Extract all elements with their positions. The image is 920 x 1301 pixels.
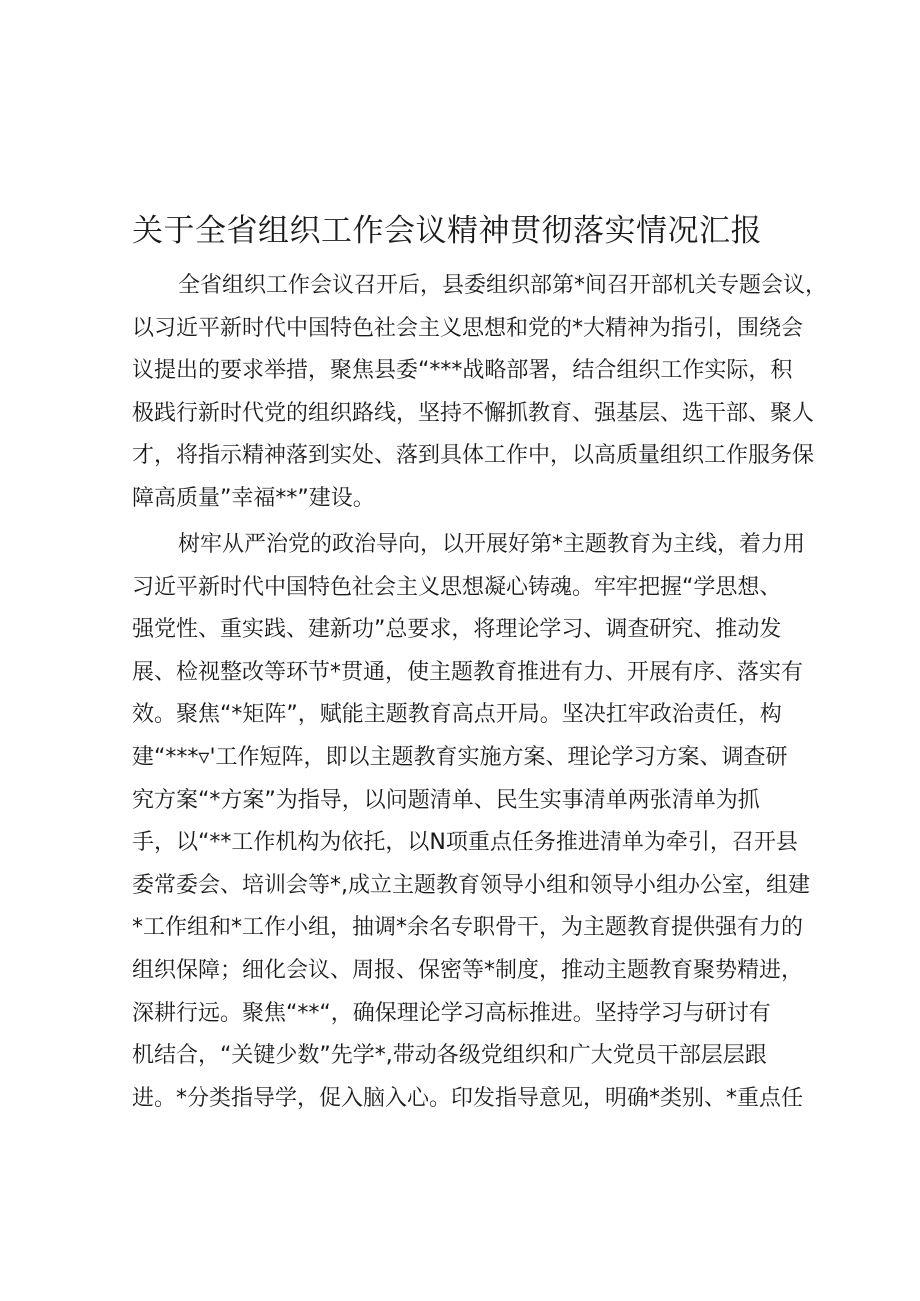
paragraph-line: 委常委会、培训会等*,成立主题教育领导小组和领导小组办公室，组建 [132,872,810,898]
paragraph-line: 组织保障；细化会议、周报、保密等*制度，推动主题教育聚势精进， [132,957,804,983]
paragraph-line: *工作组和*工作小组，抽调*余名专职骨干，为主题教育提供强有力的 [132,915,804,941]
paragraph-line: 才，将指示精神落到实处、落到具体工作中，以高质量组织工作服务保 [132,443,815,469]
paragraph-line: 树牢从严治党的政治导向，以开展好第*主题教育为主线，着力用 [178,532,806,557]
paragraph-line: 机结合，“关键少数”先学*,带动各级党组织和广大党员干部层层跟 [132,1043,767,1069]
paragraph-line: 强党性、重实践、建新功”总要求，将理论学习、调查研究、推动发 [132,617,782,643]
paragraph-line: 障高质量”幸福**”建设。 [132,485,375,511]
document-title: 关于全省组织工作会议精神贯彻落实情况汇报 [132,213,762,249]
paragraph-line: 手，以“**工作机构为依托，以N项重点任务推进清单为牵引，召开县 [132,830,798,856]
paragraph-line: 效。聚焦“*矩阵”，赋能主题教育高点开局。坚决扛牢政治责任，构 [132,702,782,728]
paragraph-line: 极践行新时代党的组织路线，坚持不懈抓教育、强基层、选干部、聚人 [132,400,815,426]
paragraph-line: 展、检视整改等环节*贯通，使主题教育推进有力、开展有序、落实有 [132,659,804,685]
paragraph-line: 进。*分类指导学，促入脑入心。印发指导意见，明确*类别、*重点任 [132,1085,804,1111]
paragraph-2 [132,524,822,1120]
paragraph-line: 议提出的要求举措，聚焦县委“***战略部署，结合组织工作实际，积 [132,358,793,384]
paragraph-line: 建“***▿'工作短阵，即以主题教育实施方案、理论学习方案、调查研 [132,744,788,770]
paragraph-line: 以习近平新时代中国特色社会主义思想和党的*大精神为指引，围绕会 [132,315,804,341]
paragraph-line: 全省组织工作会议召开后，县委组织部第*间召开部机关专题会议， [178,273,828,298]
paragraph-line: 习近平新时代中国特色社会主义思想凝心铸魂。牢牢把握“学思想、 [132,574,782,600]
paragraph-line: 究方案“*方案”为指导，以问题清单、民生实事清单两张清单为抓 [132,787,760,813]
paragraph-line: 深耕行远。聚焦“**“，确保理论学习高标推进。坚持学习与研讨有 [132,1000,771,1026]
paragraph-1 [132,265,828,521]
